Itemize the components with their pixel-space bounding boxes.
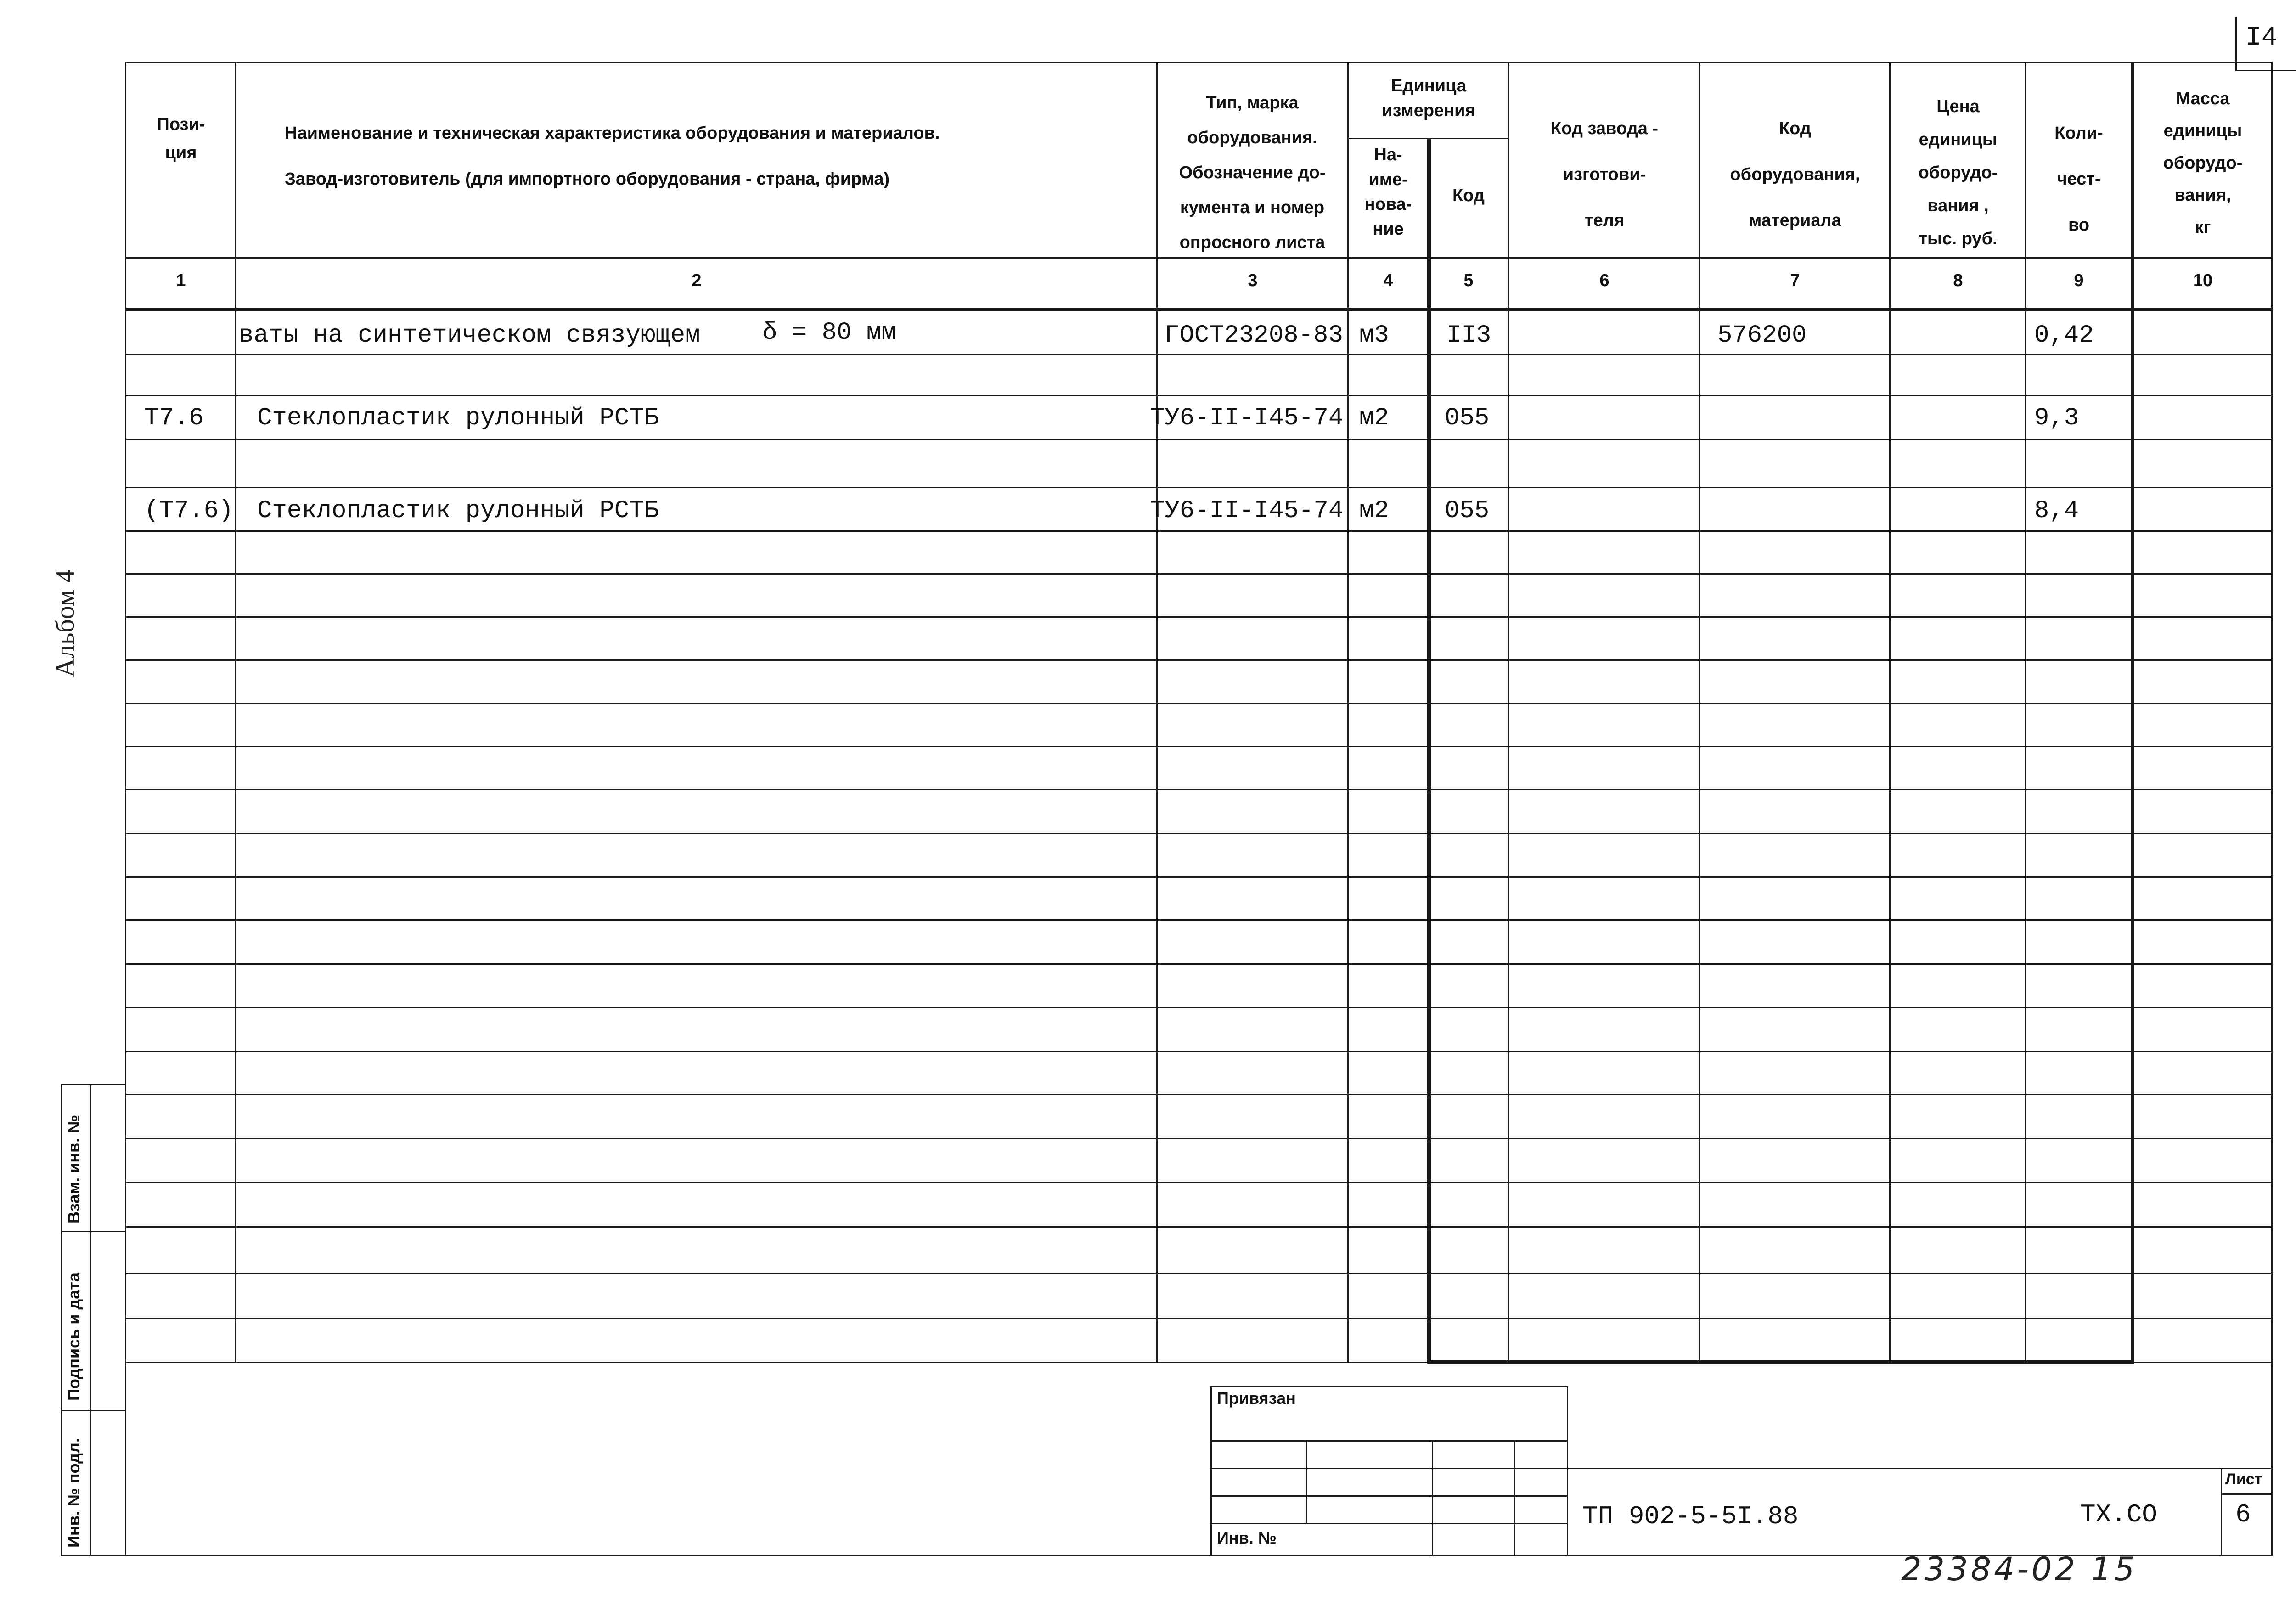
- frame-left: [125, 62, 126, 1556]
- row-line: [125, 395, 2271, 396]
- sheet-corner-number: I4: [2245, 23, 2278, 53]
- row-line: [125, 1007, 2271, 1008]
- row-line: [125, 703, 2271, 704]
- frame-right: [2271, 62, 2273, 1556]
- stamp-line: [2221, 1468, 2222, 1555]
- row-quantity: 9,3: [2034, 404, 2079, 432]
- header-quantity: Коли- чест- во: [2054, 124, 2103, 235]
- row-doc: ТУ6-II-I45-74: [1150, 497, 1344, 525]
- row-name: ваты на синтетическом связующем: [239, 321, 700, 349]
- row-line: [125, 1318, 2271, 1319]
- row-name: Стеклопластик рулонный РСТБ: [257, 497, 659, 525]
- row-line: [125, 919, 2271, 921]
- stamp-line: [1567, 1468, 2271, 1469]
- row-position: (Т7.6): [144, 497, 234, 525]
- header-name: Наименование и техническая характеристика оборудования и материалов. Завод-изготовитель (для импортного оборудования - страна, фирма): [285, 124, 940, 189]
- side-field-line: [90, 1084, 91, 1556]
- row-line: [125, 876, 2271, 878]
- header-unit-mass: Масса единицы оборудо- вания, кг: [2163, 89, 2243, 237]
- row-line: [125, 963, 2271, 965]
- row-line: [125, 354, 2271, 355]
- table-bottom-thick: [1427, 1360, 2134, 1364]
- row-name: Стеклопластик рулонный РСТБ: [257, 404, 659, 432]
- album-label: Альбом 4: [50, 569, 80, 677]
- stamp-line: [1210, 1386, 1212, 1555]
- row-code: 055: [1445, 404, 1490, 432]
- row-line: [125, 573, 2271, 575]
- stamp-line: [1432, 1440, 1433, 1555]
- row-line: [125, 616, 2271, 618]
- row-line: [125, 789, 2271, 790]
- side-field-line: [61, 1410, 125, 1411]
- row-line: [125, 1182, 2271, 1183]
- row-code: II3: [1446, 321, 1491, 349]
- row-line: [125, 1094, 2271, 1095]
- column-number: 6: [1599, 271, 1609, 290]
- column-number: 7: [1790, 271, 1800, 290]
- row-doc: ТУ6-II-I45-74: [1150, 404, 1344, 432]
- side-field-signature: Подпись и дата: [64, 1273, 83, 1401]
- row-line: [125, 439, 2271, 440]
- stamp-code: ТХ.СО: [2080, 1500, 2158, 1529]
- column-number: 10: [2193, 271, 2213, 290]
- header-factory-code: Код завода - изготови- теля: [1550, 119, 1659, 230]
- side-field-line: [61, 1084, 62, 1556]
- unit-group-line: [1347, 138, 1508, 139]
- row-name-extra: δ = 80 мм: [762, 319, 896, 347]
- stamp-inv-no: Инв. №: [1217, 1528, 1277, 1547]
- header-unit-group: Единица измерения: [1382, 76, 1475, 120]
- stamp-sheet-label: Лист: [2225, 1470, 2262, 1488]
- stamp-line: [2221, 1493, 2271, 1495]
- row-line: [125, 746, 2271, 747]
- row-line: [125, 487, 2271, 488]
- stamp-line: [1210, 1386, 1567, 1387]
- row-line: [125, 530, 2271, 532]
- row-doc: ГОСТ23208-83: [1165, 321, 1343, 349]
- column-number: 3: [1248, 271, 1258, 290]
- row-code: 055: [1445, 497, 1490, 525]
- side-field-original-inv: Инв. № подл.: [64, 1438, 83, 1548]
- header-position: Пози- ция: [157, 115, 205, 163]
- header-type-mark: Тип, марка оборудования. Обозначение до- кумента и номер опросного листа: [1179, 93, 1326, 252]
- row-material-code: 576200: [1717, 321, 1807, 349]
- side-field-replacement: Взам. инв. №: [64, 1115, 83, 1223]
- side-field-line: [61, 1555, 125, 1556]
- header-unit-code: Код: [1452, 186, 1485, 205]
- row-quantity: 0,42: [2034, 321, 2094, 349]
- header-material-code: Код оборудования, материала: [1730, 119, 1860, 230]
- column-number: 8: [1953, 271, 1963, 290]
- stamp-privyazan: Привязан: [1217, 1389, 1296, 1408]
- stamp-line: [1306, 1440, 1307, 1523]
- column-number: 4: [1383, 271, 1393, 290]
- row-line: [125, 1138, 2271, 1139]
- side-field-line: [61, 1231, 125, 1232]
- row-line: [125, 1226, 2271, 1228]
- column-number: 5: [1463, 271, 1474, 290]
- column-number: 1: [176, 271, 186, 290]
- col-line: [1427, 138, 1431, 1363]
- stamp-sheet-number: 6: [2235, 1500, 2251, 1529]
- column-number: 2: [692, 271, 702, 290]
- row-unit: м2: [1359, 497, 1389, 525]
- row-position: Т7.6: [144, 404, 204, 432]
- row-line: [125, 833, 2271, 834]
- stamp-line: [1567, 1386, 1568, 1555]
- corner-divider: [2235, 70, 2296, 71]
- header-unit-name: На- име- нова- ние: [1364, 145, 1412, 239]
- row-line: [125, 1273, 2271, 1274]
- side-field-line: [61, 1084, 125, 1085]
- row-quantity: 8,4: [2034, 497, 2079, 525]
- header-unit-price: Цена единицы оборудо- вания , тыс. руб.: [1918, 97, 1998, 248]
- column-number: 9: [2074, 271, 2084, 290]
- stamp-line: [1514, 1440, 1515, 1555]
- stamp-designation: ТП 902-5-5I.88: [1582, 1502, 1799, 1531]
- row-unit: м2: [1359, 404, 1389, 432]
- column-number-bottom: [125, 308, 2271, 311]
- footer-handwritten-number: 23384-02 15: [1901, 1550, 2138, 1588]
- row-line: [125, 659, 2271, 661]
- row-unit: м3: [1359, 321, 1389, 349]
- header-top: [125, 62, 2271, 63]
- row-line: [125, 1051, 2271, 1052]
